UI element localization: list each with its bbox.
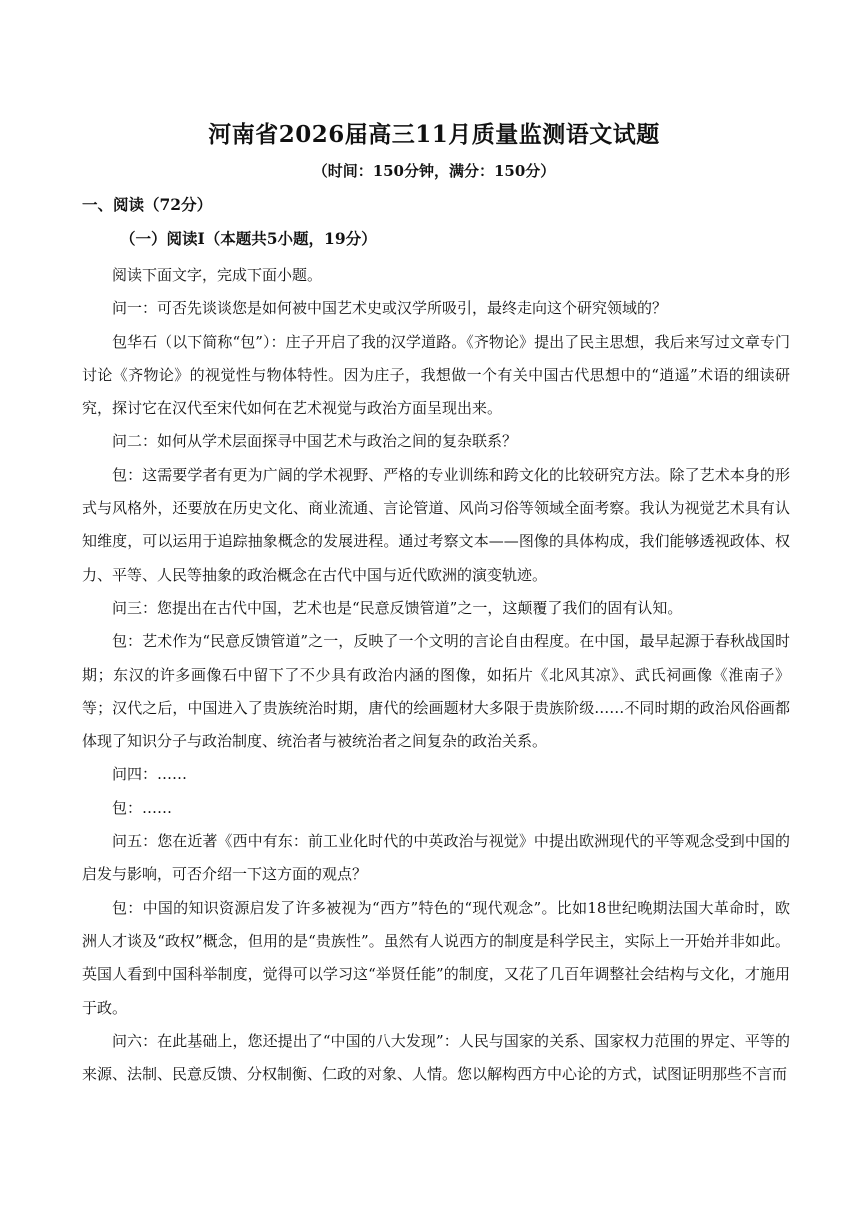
question-3: 问三：您提出在古代中国，艺术也是“民意反馈管道”之一，这颠覆了我们的固有认知。 xyxy=(112,598,683,617)
instruction-paragraph: 阅读下面文字，完成下面小题。 xyxy=(112,266,323,284)
exam-title: 河南省2026届高三11月质量监测语文试题 xyxy=(208,121,660,148)
reading-passage xyxy=(82,259,790,1091)
answer-2: 包：这需要学者有更为广阔的学术视野、严格的专业训练和跨文化的比较研究方法。除了艺术本身的形式与风格外，还要放在历史文化、商业流通、言论管道、风尚习俗等领域全面考察。我认为视觉艺术具有认知维度，可以运用于追踪抽象概念的发展进程。通过考察文本——图像的具体构成，我们能够透视政体、权力、平等、人民等抽象的政治概念在古代中国与近代欧洲的演变轨迹。 xyxy=(82,465,790,584)
exam-time-score: （时间：150分钟，满分：150分） xyxy=(312,162,556,180)
section-heading: 一、阅读（72分） xyxy=(82,195,213,214)
question-2: 问二：如何从学术层面探寻中国艺术与政治之间的复杂联系？ xyxy=(112,432,518,451)
answer-1: 包华石（以下简称“包”）：庄子开启了我的汉学道路。《齐物论》提出了民主思想，我后来写过文章专门讨论《齐物论》的视觉性与物体特性。因为庄子，我想做一个有关中国古代思想中的“逍遥”术语的细读研究，探讨它在汉代至宋代如何在艺术视觉与政治方面呈现出来。 xyxy=(82,332,790,418)
answer-4: 包：…… xyxy=(112,798,173,817)
answer-5: 包：中国的知识资源启发了许多被视为“西方”特色的“现代观念”。比如18世纪晚期法国大革命时，欧洲人才谈及“政权”概念，但用的是“贵族性”。虽然有人说西方的制度是科学民主，实际上一开始并非如此。英国人看到中国科举制度，觉得可以学习这“举贤任能”的制度，又花了几百年调整社会结构与文化，才施用于政。 xyxy=(82,898,790,1017)
subsection-heading: （一）阅读Ⅰ（本题共5小题，19分） xyxy=(120,229,377,248)
question-1: 问一：可否先谈谈您是如何被中国艺术史或汉学所吸引，最终走向这个研究领域的？ xyxy=(112,299,668,318)
question-4: 问四：…… xyxy=(112,765,188,784)
question-5: 问五：您在近著《西中有东：前工业化时代的中英政治与视觉》中提出欧洲现代的平等观念受到中国的启发与影响，可否介绍一下这方面的观点？ xyxy=(82,832,790,884)
question-6: 问六：在此基础上，您还提出了“中国的八大发现”：人民与国家的关系、国家权力范围的界定、平等的来源、法制、民意反馈、分权制衡、仁政的对象、人情。您以解构西方中心论的方式，试图证明那些不言而 xyxy=(82,1031,790,1084)
answer-3: 包：艺术作为“民意反馈管道”之一，反映了一个文明的言论自由程度。在中国，最早起源于春秋战国时期；东汉的许多画像石中留下了不少具有政治内涵的图像，如拓片《北风其凉》、武氏祠画像《淮南子》等；汉代之后，中国进入了贵族统治时期，唐代的绘画题材大多限于贵族阶级……不同时期的政治风俗画都体现了知识分子与政治制度、统治者与被统治者之间复杂的政治关系。 xyxy=(82,632,790,751)
